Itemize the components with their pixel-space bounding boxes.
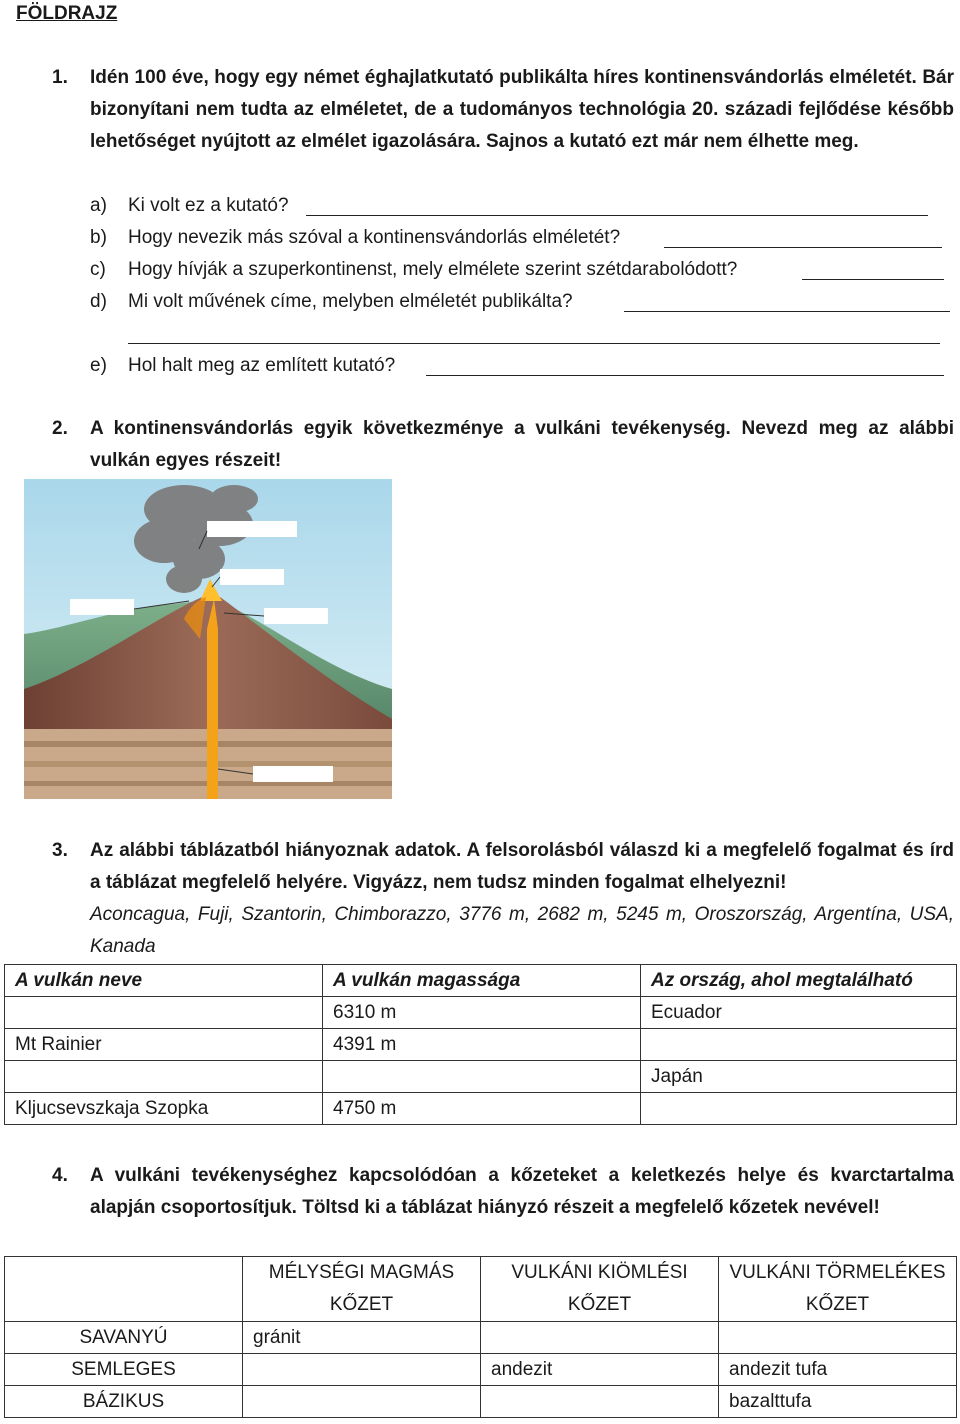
- question-text: Idén 100 éve, hogy egy német éghajlatkutató publikálta híres kontinensvándorlás elméletét. Bár bizonyítani nem tudta az elméletet, de a tudományos technológia 20. századi fejlődése később lehetőséget nyújtott az elmélet igazolására. Sajnos a kutató ezt már nem élhette meg.: [90, 67, 954, 152]
- sub-text: Ki volt ez a kutató?: [128, 195, 289, 216]
- rock-table: [4, 1256, 957, 1418]
- sub-text: Hogy nevezik más szóval a kontinensvándorlás elméletét?: [128, 227, 621, 248]
- table-cell[interactable]: [243, 1386, 481, 1418]
- answer-line-d2[interactable]: [128, 343, 940, 344]
- volcano-table: [4, 964, 957, 1125]
- sub-question-b: [90, 222, 950, 254]
- table-row: [5, 1322, 957, 1354]
- sub-question-c: [90, 254, 950, 286]
- table-row: [5, 1029, 957, 1061]
- column-header: VULKÁNI KIÖMLÉSI KŐZET: [481, 1257, 719, 1322]
- sub-label: c): [90, 259, 106, 280]
- question-2: [0, 413, 960, 477]
- label-box-3[interactable]: [70, 599, 134, 615]
- table-row: [5, 1354, 957, 1386]
- question-number: 4.: [52, 1165, 68, 1186]
- sub-question-d: [90, 286, 950, 318]
- table-cell[interactable]: andezit: [481, 1354, 719, 1386]
- answer-line-e[interactable]: [426, 375, 944, 376]
- table-cell[interactable]: bazalttufa: [719, 1386, 957, 1418]
- table-cell[interactable]: [5, 1061, 323, 1093]
- table-cell[interactable]: andezit tufa: [719, 1354, 957, 1386]
- sub-text: Mi volt művének címe, melyben elméletét publikálta?: [128, 291, 573, 312]
- table-row: [5, 1093, 957, 1125]
- table-cell[interactable]: [323, 1061, 641, 1093]
- table-cell[interactable]: Ecuador: [641, 997, 957, 1029]
- word-options: Aconcagua, Fuji, Szantorin, Chimborazzo, 3776 m, 2682 m, 5245 m, Oroszország, Argentína, USA, Kanada: [90, 904, 954, 957]
- table-cell[interactable]: [481, 1386, 719, 1418]
- question-number: 3.: [52, 840, 68, 861]
- page-title: FÖLDRAJZ: [16, 3, 118, 24]
- table-cell[interactable]: [641, 1093, 957, 1125]
- volcano-diagram: [24, 479, 392, 799]
- row-label: BÁZIKUS: [5, 1386, 243, 1418]
- row-label: SEMLEGES: [5, 1354, 243, 1386]
- table-cell[interactable]: [719, 1322, 957, 1354]
- sub-text: Hol halt meg az említett kutató?: [128, 355, 396, 376]
- table-cell[interactable]: [243, 1354, 481, 1386]
- question-text: A vulkáni tevékenységhez kapcsolódóan a kőzeteket a keletkezés helye és kvarctartalma alapján csoportosítjuk. Töltsd ki a táblázat hiányzó részeit a megfelelő kőzetek nevével!: [90, 1165, 954, 1218]
- answer-line-b[interactable]: [664, 247, 942, 248]
- table-row: [5, 1061, 957, 1093]
- table-cell[interactable]: [5, 997, 323, 1029]
- table-cell[interactable]: Mt Rainier: [5, 1029, 323, 1061]
- question-number: 2.: [52, 418, 68, 439]
- table-cell[interactable]: 4750 m: [323, 1093, 641, 1125]
- answer-line-d[interactable]: [624, 311, 950, 312]
- answer-line-a[interactable]: [306, 215, 928, 216]
- row-label: SAVANYÚ: [5, 1322, 243, 1354]
- column-header: Az ország, ahol megtalálható: [641, 965, 957, 997]
- table-cell[interactable]: Japán: [641, 1061, 957, 1093]
- table-cell[interactable]: [481, 1322, 719, 1354]
- label-box-1[interactable]: [207, 521, 297, 537]
- label-box-5[interactable]: [253, 766, 333, 782]
- question-text: A kontinensvándorlás egyik következménye a vulkáni tevékenység. Nevezd meg az alábbi vulkán egyes részeit!: [90, 418, 954, 471]
- question-4: [0, 1160, 960, 1224]
- sub-label: a): [90, 195, 107, 216]
- question-1: [0, 62, 960, 192]
- label-box-2[interactable]: [220, 569, 284, 585]
- column-header: A vulkán magassága: [323, 965, 641, 997]
- sub-text: Hogy hívják a szuperkontinenst, mely elmélete szerint szétdarabolódott?: [128, 259, 738, 280]
- table-cell[interactable]: 6310 m: [323, 997, 641, 1029]
- sub-label: b): [90, 227, 107, 248]
- column-header: [5, 1257, 243, 1322]
- column-header: VULKÁNI TÖRMELÉKES KŐZET: [719, 1257, 957, 1322]
- table-row: [5, 1386, 957, 1418]
- sub-label: d): [90, 291, 107, 312]
- answer-line-c[interactable]: [802, 279, 944, 280]
- column-header: A vulkán neve: [5, 965, 323, 997]
- column-header: MÉLYSÉGI MAGMÁS KŐZET: [243, 1257, 481, 1322]
- sub-label: e): [90, 355, 107, 376]
- table-cell[interactable]: Kljucsevszkaja Szopka: [5, 1093, 323, 1125]
- table-row: [5, 997, 957, 1029]
- label-box-4[interactable]: [264, 608, 328, 624]
- question-text: Az alábbi táblázatból hiányoznak adatok. A felsorolásból válaszd ki a megfelelő fogalmat és írd a táblázat megfelelő helyére. Vigyázz, nem tudsz minden fogalmat elhelyezni!: [90, 840, 954, 893]
- table-cell[interactable]: gránit: [243, 1322, 481, 1354]
- table-cell[interactable]: [641, 1029, 957, 1061]
- sub-question-a: [90, 190, 950, 222]
- table-cell[interactable]: 4391 m: [323, 1029, 641, 1061]
- question-number: 1.: [52, 67, 68, 88]
- question-3: [0, 835, 960, 899]
- sub-question-e: [90, 350, 950, 382]
